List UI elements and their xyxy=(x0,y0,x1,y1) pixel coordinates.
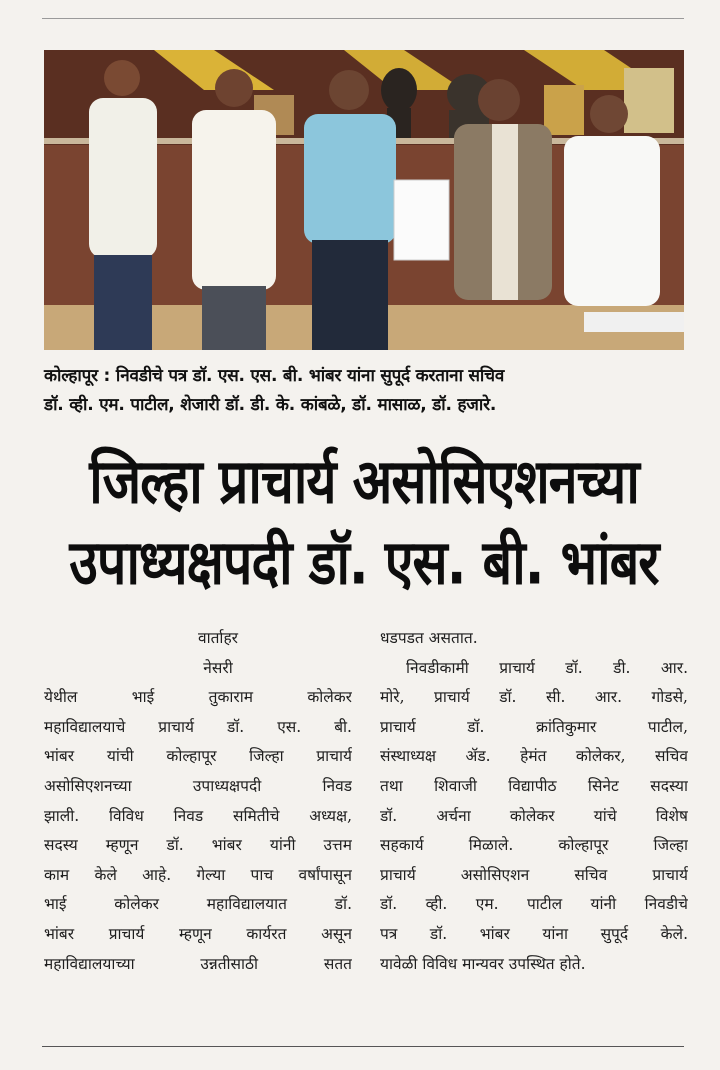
article-line: भांबर यांची कोल्हापूर जिल्हा प्राचार्य xyxy=(44,747,352,766)
article-line: संस्थाध्यक्ष ॲड. हेमंत कोलेकर, सचिव xyxy=(380,747,688,766)
caption-line-1: कोल्हापूर : निवडीचे पत्र डॉ. एस. एस. बी. भांबर यांना सुपूर्द करताना सचिव xyxy=(44,366,505,386)
article-line: पत्र डॉ. भांबर यांना सुपूर्द केले. xyxy=(380,924,688,943)
bottom-rule xyxy=(42,1046,684,1047)
article-line: निवडीकामी प्राचार्य डॉ. डी. आर. xyxy=(406,658,688,677)
article-line: सहकार्य मिळाले. कोल्हापूर जिल्हा xyxy=(380,836,688,855)
article-column-right xyxy=(380,624,688,979)
dateline: नेसरी xyxy=(203,658,233,677)
byline: वार्ताहर xyxy=(197,629,239,647)
article-line: डॉ. व्ही. एम. पाटील यांनी निवडीचे xyxy=(380,895,688,914)
article-line: भाई कोलेकर महाविद्यालयात डॉ. xyxy=(44,895,352,914)
article-column-left xyxy=(44,624,352,979)
photo-caption xyxy=(44,362,684,420)
article-line: प्राचार्य डॉ. क्रांतिकुमार पाटील, xyxy=(380,717,688,736)
article-line: महाविद्यालयाच्या उन्नतीसाठी सतत xyxy=(44,954,352,973)
article-line: सदस्य म्हणून डॉ. भांबर यांनी उत्तम xyxy=(44,836,352,855)
top-rule xyxy=(42,18,684,19)
article-line: झाली. विविध निवड समितीचे अध्यक्ष, xyxy=(44,806,352,825)
headline-line-2: उपाध्यक्षपदी डॉ. एस. बी. भांबर xyxy=(69,528,659,599)
article-line: मोरे, प्राचार्य डॉ. सी. आर. गोडसे, xyxy=(380,688,688,707)
news-photo xyxy=(44,50,684,350)
article-line: प्राचार्य असोसिएशन सचिव प्राचार्य xyxy=(380,865,688,884)
article-line: यावेळी विविध मान्यवर उपस्थित होते. xyxy=(380,954,586,973)
article-line: महाविद्यालयाचे प्राचार्य डॉ. एस. बी. xyxy=(44,717,352,736)
article-line: येथील भाई तुकाराम कोलेकर xyxy=(44,688,352,707)
article-line: धडपडत असतात. xyxy=(380,629,478,647)
article-line: डॉ. अर्चना कोलेकर यांचे विशेष xyxy=(380,806,688,825)
headline-line-1: जिल्हा प्राचार्य असोसिएशनच्या xyxy=(89,447,639,518)
article-line: असोसिएशनच्या उपाध्यक्षपदी निवड xyxy=(44,776,352,795)
caption-line-2: डॉ. व्ही. एम. पाटील, शेजारी डॉ. डी. के. कांबळे, डॉ. मासाळ, डॉ. हजारे. xyxy=(44,395,497,415)
article-line: काम केले आहे. गेल्या पाच वर्षांपासून xyxy=(44,865,352,884)
article-line: तथा शिवाजी विद्यापीठ सिनेट सदस्या xyxy=(380,776,688,795)
article-line: भांबर प्राचार्य म्हणून कार्यरत असून xyxy=(44,924,352,943)
news-photo-illustration xyxy=(44,50,684,350)
